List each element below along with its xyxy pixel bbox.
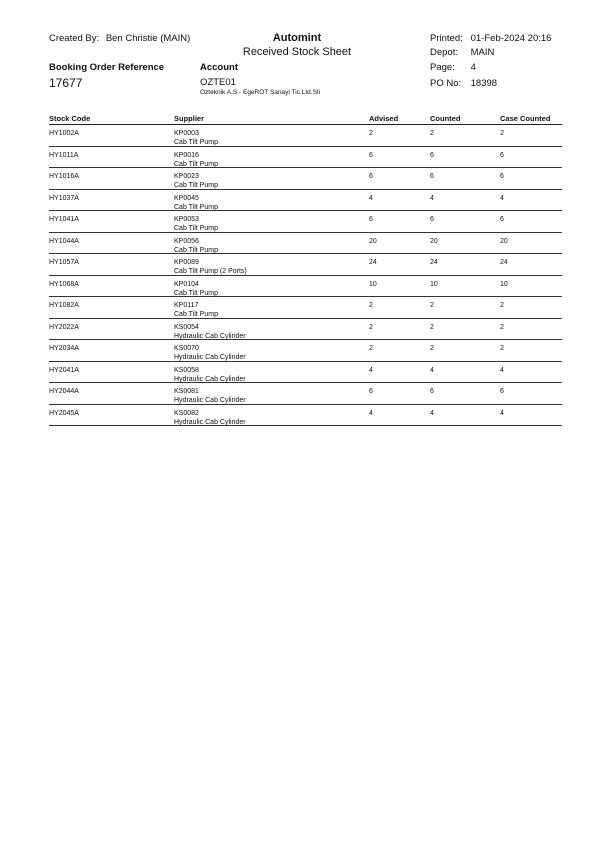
supplier-code: KP0117	[174, 302, 199, 309]
counted-qty: 6	[430, 388, 434, 395]
supplier-description: Hydraulic Cab Cylinder	[174, 332, 246, 340]
booking-value: 17677	[49, 76, 83, 90]
advised-qty: 4	[369, 409, 373, 417]
advised-qty: 24	[369, 259, 377, 266]
supplier-description: Cab Tilt Pump	[174, 182, 218, 189]
table-row	[49, 211, 562, 233]
advised-qty: 6	[369, 216, 373, 223]
supplier-cell	[174, 258, 247, 276]
supplier-description: Hydraulic Cab Cylinder	[174, 375, 246, 383]
case-counted-qty: 6	[500, 151, 504, 159]
depot-value: MAIN	[470, 47, 495, 58]
supplier-code: KP0023	[174, 173, 199, 180]
table-row	[49, 405, 562, 427]
supplier-description: Cab Tilt Pump	[174, 225, 218, 232]
supplier-description: Cab Tilt Pump	[174, 289, 218, 297]
supplier-code: KP0016	[174, 151, 199, 159]
counted-qty: 24	[430, 259, 438, 266]
counted-qty: 2	[430, 323, 434, 331]
col-header-case-counted: Case Counted	[500, 114, 551, 123]
supplier-description: Hydraulic Cab Cylinder	[174, 418, 246, 426]
advised-qty: 2	[369, 323, 373, 331]
stock-code: HY1057A	[49, 259, 79, 266]
case-counted-qty: 2	[500, 323, 504, 331]
case-counted-qty: 2	[500, 130, 504, 137]
printed-value: 01-Feb-2024 20:16	[470, 33, 552, 44]
supplier-cell	[174, 344, 246, 362]
supplier-description: Cab Tilt Pump	[174, 139, 218, 146]
supplier-cell	[174, 172, 218, 190]
stock-code: HY2044A	[49, 388, 79, 395]
counted-qty: 6	[430, 216, 434, 223]
supplier-description: Hydraulic Cab Cylinder	[174, 354, 246, 361]
table-row	[49, 362, 562, 384]
case-counted-qty: 24	[500, 259, 508, 266]
po-label: PO No:	[430, 78, 462, 89]
case-counted-qty: 4	[500, 409, 504, 417]
case-counted-qty: 6	[500, 216, 504, 223]
supplier-description: Cab Tilt Pump	[174, 203, 218, 211]
page-label: Page:	[430, 62, 455, 73]
supplier-description: Hydraulic Cab Cylinder	[174, 397, 246, 404]
case-counted-qty: 6	[500, 388, 504, 395]
case-counted-qty: 6	[500, 173, 504, 180]
advised-qty: 2	[369, 130, 373, 137]
depot-label: Depot:	[430, 47, 458, 58]
advised-qty: 4	[369, 194, 373, 202]
table-row	[49, 340, 562, 362]
advised-qty: 20	[369, 237, 377, 245]
table-row	[49, 233, 562, 255]
account-code: OZTE01	[200, 77, 236, 88]
supplier-cell	[174, 301, 218, 319]
supplier-cell	[174, 215, 218, 233]
col-header-stock-code: Stock Code	[49, 114, 91, 123]
counted-qty: 4	[430, 194, 434, 202]
supplier-cell	[174, 280, 218, 298]
stock-code: HY1037A	[49, 194, 79, 202]
case-counted-qty: 20	[500, 237, 508, 245]
counted-qty: 4	[430, 409, 434, 417]
po-value: 18398	[470, 78, 498, 89]
col-header-advised: Advised	[369, 114, 399, 123]
stock-code: HY1011A	[49, 151, 79, 159]
printed-label: Printed:	[430, 33, 463, 44]
table-row	[49, 147, 562, 169]
supplier-code: KS0058	[174, 366, 199, 374]
stock-table	[49, 114, 562, 426]
stock-code: HY1016A	[49, 173, 79, 180]
advised-qty: 6	[369, 388, 373, 395]
supplier-cell	[174, 409, 246, 427]
table-row	[49, 254, 562, 276]
table-row	[49, 319, 562, 341]
advised-qty: 6	[369, 151, 373, 159]
counted-qty: 2	[430, 345, 434, 352]
table-row	[49, 190, 562, 212]
table-row	[49, 297, 562, 319]
created-by	[49, 33, 190, 44]
case-counted-qty: 4	[500, 366, 504, 374]
supplier-code: KP0104	[174, 280, 199, 288]
stock-code: HY1082A	[49, 302, 79, 309]
supplier-code: KP0003	[174, 130, 199, 137]
created-by-label: Created By:	[49, 33, 100, 44]
stock-code: HY1041A	[49, 216, 79, 223]
supplier-code: KS0081	[174, 388, 199, 395]
account-name: Ozteknik A.S.- EgeROT Sanayi Tic.Ltd.Sti	[200, 89, 321, 96]
advised-qty: 10	[369, 280, 377, 288]
case-counted-qty: 10	[500, 280, 508, 288]
stock-code: HY2045A	[49, 409, 79, 417]
po-info	[430, 78, 497, 89]
counted-qty: 2	[430, 130, 434, 137]
counted-qty: 2	[430, 302, 434, 309]
advised-qty: 6	[369, 173, 373, 180]
supplier-cell	[174, 387, 246, 405]
stock-code: HY1044A	[49, 237, 79, 245]
supplier-code: KP0045	[174, 194, 199, 202]
stock-code: HY2034A	[49, 345, 79, 352]
account-label: Account	[200, 62, 238, 73]
advised-qty: 2	[369, 302, 373, 309]
supplier-cell	[174, 129, 218, 147]
supplier-cell	[174, 366, 246, 384]
depot-info	[430, 47, 494, 58]
supplier-code: KP0056	[174, 237, 199, 245]
case-counted-qty: 2	[500, 345, 504, 352]
page-info	[430, 62, 476, 73]
page-title: Received Stock Sheet	[242, 46, 352, 58]
supplier-code: KP0053	[174, 216, 199, 223]
table-header-row	[49, 114, 562, 125]
supplier-description: Cab Tilt Pump (2 Ports)	[174, 268, 247, 275]
advised-qty: 4	[369, 366, 373, 374]
supplier-code: KS0054	[174, 323, 199, 331]
col-header-counted: Counted	[430, 114, 461, 123]
table-row	[49, 168, 562, 190]
stock-code: HY2041A	[49, 366, 79, 374]
table-row	[49, 383, 562, 405]
supplier-description: Cab Tilt Pump	[174, 246, 218, 254]
table-row	[49, 125, 562, 147]
col-header-supplier: Supplier	[174, 114, 205, 123]
advised-qty: 2	[369, 345, 373, 352]
counted-qty: 20	[430, 237, 438, 245]
supplier-cell	[174, 151, 218, 169]
counted-qty: 10	[430, 280, 438, 288]
supplier-code: KS0082	[174, 409, 199, 417]
stock-code: HY2022A	[49, 323, 79, 331]
stock-code: HY1002A	[49, 130, 79, 137]
supplier-code: KP0089	[174, 259, 199, 266]
case-counted-qty: 2	[500, 302, 504, 309]
company-name: Automint	[272, 32, 322, 44]
page-value: 4	[470, 62, 476, 73]
counted-qty: 6	[430, 151, 434, 159]
supplier-code: KS0070	[174, 345, 199, 352]
supplier-cell	[174, 323, 246, 341]
supplier-cell	[174, 237, 218, 255]
stock-code: HY1068A	[49, 280, 79, 288]
counted-qty: 6	[430, 173, 434, 180]
created-by-value: Ben Christie (MAIN)	[105, 33, 191, 44]
booking-label: Booking Order Reference	[49, 62, 165, 73]
printed-info	[430, 33, 551, 44]
supplier-description: Cab Tilt Pump	[174, 160, 218, 168]
table-row	[49, 276, 562, 298]
supplier-cell	[174, 194, 218, 212]
case-counted-qty: 4	[500, 194, 504, 202]
supplier-description: Cab Tilt Pump	[174, 311, 218, 318]
counted-qty: 4	[430, 366, 434, 374]
